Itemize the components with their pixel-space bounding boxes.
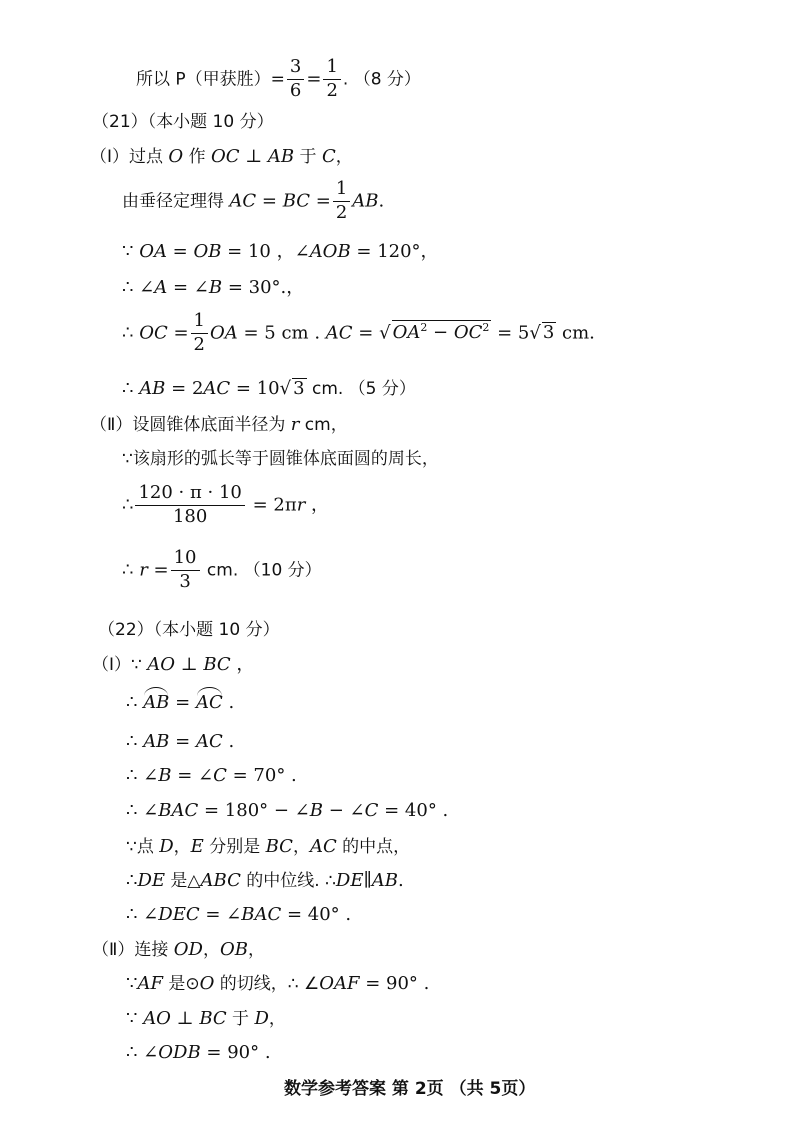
- math: AC = BC =: [229, 190, 331, 212]
- text: （Ⅰ）∵: [92, 655, 148, 675]
- math: A: [154, 277, 168, 298]
- denominator: 2: [326, 79, 338, 101]
- text: = 180° − ∠: [198, 800, 310, 821]
- math: BAC: [158, 800, 199, 821]
- text: ∵: [122, 241, 140, 262]
- math: ABC: [200, 870, 241, 891]
- text: ，: [268, 1009, 286, 1029]
- math: OAF: [319, 973, 360, 994]
- text: = 2π: [246, 494, 297, 516]
- score-note: . （8 分）: [342, 69, 421, 90]
- math: C: [364, 800, 379, 821]
- arc: AC: [195, 692, 223, 713]
- denominator: 3: [179, 570, 191, 592]
- text: ∴ ∠: [126, 1042, 159, 1063]
- math: OA: [392, 322, 421, 344]
- text: （Ⅱ）连接: [92, 940, 174, 960]
- text: ，: [230, 654, 255, 675]
- line-22-1-ao-bc: [92, 656, 254, 674]
- text: ，: [292, 837, 310, 857]
- line-angle-bac: [126, 802, 448, 820]
- math: BC: [265, 836, 293, 857]
- text: 所以 P（甲获胜）=: [136, 69, 285, 90]
- exponent: 2: [420, 321, 428, 335]
- text: ∴: [122, 559, 140, 581]
- equals: =: [306, 68, 322, 90]
- math: AOB: [309, 241, 351, 262]
- text: ∵: [126, 1008, 144, 1029]
- exponent: 2: [482, 321, 490, 335]
- line-tangent: [126, 975, 429, 993]
- text: = 90° .: [200, 1042, 271, 1063]
- text: =: [147, 559, 169, 581]
- text: ，: [173, 837, 191, 857]
- fraction: [135, 484, 244, 527]
- text: 于: [226, 1009, 255, 1029]
- math: AC: [203, 378, 231, 399]
- text: ∴: [122, 378, 140, 399]
- math: OC: [453, 322, 483, 344]
- math: OB: [219, 939, 248, 960]
- text: （Ⅱ）设圆锥体底面半径为: [90, 415, 291, 435]
- text: ，: [202, 940, 220, 960]
- math: OA = OB: [139, 241, 222, 262]
- text: ，: [247, 940, 265, 960]
- text: = 10: [230, 378, 280, 399]
- text: 于: [294, 147, 322, 167]
- math: r: [290, 414, 300, 435]
- line-ab-result: ∴ AB = 2AC = 10√ 3 cm. （5 分）: [122, 378, 416, 399]
- text: ∴ ∠: [126, 765, 159, 786]
- text: ，: [305, 494, 330, 516]
- text: .: [222, 692, 235, 713]
- line-22-2-connect: [92, 941, 265, 959]
- text: = 120°，: [350, 241, 439, 262]
- page-footer: 数学参考答案 第 2页 （共 5页）: [284, 1079, 536, 1099]
- line-21-1-construction: [90, 148, 353, 166]
- math: AB: [143, 731, 170, 752]
- sqrt-radicand: [392, 320, 492, 342]
- line-angles-b-c: [126, 767, 297, 785]
- text: = ∠: [167, 277, 209, 298]
- math: AC: [325, 322, 353, 344]
- text: .: [222, 731, 235, 752]
- text: 由垂径定理得: [122, 191, 230, 212]
- math: D: [254, 1008, 269, 1029]
- line-arc-equation: [122, 484, 329, 527]
- text: =: [169, 692, 196, 713]
- sqrt-radicand: 3: [293, 378, 305, 399]
- text: ∴: [126, 692, 144, 713]
- fraction: [333, 180, 350, 223]
- math: B: [158, 765, 172, 786]
- text: 的切线，∴ ∠: [214, 974, 320, 994]
- denominator: 180: [172, 505, 208, 527]
- line-angle-dec: [126, 906, 351, 924]
- math: DE: [137, 870, 166, 891]
- math: D: [159, 836, 174, 857]
- text: = 30°.，: [222, 277, 305, 298]
- text: ∴ ∠: [122, 277, 155, 298]
- text: ∴ ∠: [126, 904, 159, 925]
- text: = ∠: [199, 904, 242, 925]
- math: E: [190, 836, 204, 857]
- math: OA: [209, 322, 238, 344]
- text: = 40° .: [378, 800, 449, 821]
- math: AC: [309, 836, 337, 857]
- line-midpoints: [126, 838, 410, 856]
- text: 的中点，: [336, 837, 411, 857]
- arc: AB: [143, 692, 170, 713]
- math: OD: [173, 939, 203, 960]
- line-angle-odb: [126, 1044, 271, 1062]
- math: DE∥AB: [335, 870, 399, 891]
- text: = 90° .: [359, 973, 430, 994]
- text: ∴: [122, 494, 134, 516]
- math: AB: [352, 190, 379, 212]
- text: 作: [183, 147, 211, 167]
- text: =: [169, 731, 196, 752]
- math: DEC: [158, 904, 200, 925]
- text: .: [398, 870, 404, 891]
- math: ODB: [158, 1042, 201, 1063]
- denominator: 6: [289, 79, 302, 101]
- line-probability: [136, 58, 421, 101]
- math: OC ⊥ AB: [211, 146, 295, 167]
- text: −: [427, 322, 454, 344]
- text: 分别是: [203, 837, 266, 857]
- score-note: cm. （5 分）: [306, 379, 416, 399]
- line-r-result: [122, 549, 322, 592]
- numerator: 120 · π · 10: [135, 484, 244, 506]
- text: .: [378, 190, 385, 212]
- math: BAC: [241, 904, 282, 925]
- math: B: [309, 800, 323, 821]
- text: = 2: [165, 378, 204, 399]
- text: ∵: [126, 973, 138, 994]
- text: = 40° .: [281, 904, 352, 925]
- text: = 10 ，∠: [221, 241, 310, 262]
- text: = 5: [491, 322, 530, 344]
- text: ∴: [126, 731, 144, 752]
- denominator: 2: [335, 201, 348, 223]
- fraction: [287, 58, 304, 101]
- line-midline: [126, 872, 404, 890]
- math: OC: [139, 322, 168, 344]
- numerator: 1: [323, 58, 340, 80]
- math: AC: [195, 731, 223, 752]
- text: cm，: [299, 415, 348, 435]
- math: C: [321, 146, 336, 167]
- math: r: [139, 559, 148, 581]
- fraction: [323, 58, 340, 101]
- math: AO ⊥ BC: [143, 1008, 227, 1029]
- math: C: [213, 765, 227, 786]
- problem-21-heading: （21）（本小题 10 分）: [92, 112, 274, 132]
- math: AB: [139, 378, 166, 399]
- text: ∴ ∠: [126, 800, 159, 821]
- line-chords-equal: [126, 733, 234, 751]
- line-arc-length: ∵该扇形的弧长等于圆锥体底面圆的周长，: [122, 449, 439, 469]
- text: 的中位线. ∴: [240, 871, 336, 891]
- text: ∵点: [126, 837, 160, 857]
- sqrt-radicand: 3: [542, 322, 555, 344]
- numerator: 1: [333, 180, 350, 202]
- text: =: [352, 322, 380, 344]
- text: 是△: [165, 871, 201, 891]
- numerator: 3: [287, 58, 304, 80]
- text: （Ⅰ）过点: [90, 147, 169, 167]
- line-oc-ac: ∴ OC = $\frac{1}{2}$ OA = 5 cm . AC = √ $OA^2 - OC^2 = 5√$ 3 cm.: [122, 310, 595, 355]
- math: O: [168, 146, 184, 167]
- line-angle-a-b: [122, 279, 304, 297]
- math: B: [208, 277, 223, 298]
- math: AF: [137, 973, 163, 994]
- text: ∴: [122, 322, 140, 344]
- text: 是⊙: [162, 974, 200, 994]
- numerator: 10: [171, 549, 200, 571]
- fraction: [191, 312, 208, 355]
- math: r: [296, 494, 306, 516]
- text: = 5 cm .: [237, 322, 326, 344]
- line-21-2-radius: [90, 416, 348, 434]
- line-ao-bc-d: [126, 1010, 286, 1028]
- text: =: [167, 322, 189, 344]
- score-note: cm. （10 分）: [201, 560, 322, 581]
- text: ∴: [126, 870, 138, 891]
- text: ，: [335, 147, 353, 167]
- text: = 70° .: [226, 765, 297, 786]
- text: = ∠: [171, 765, 214, 786]
- numerator: 1: [191, 312, 208, 334]
- line-oa-ob: [122, 243, 439, 261]
- denominator: 2: [193, 333, 205, 355]
- text: cm.: [556, 322, 595, 344]
- math: AO ⊥ BC: [147, 654, 231, 675]
- text: − ∠: [323, 800, 365, 821]
- math: O: [199, 973, 215, 994]
- line-arcs-equal: [126, 694, 234, 712]
- problem-22-heading: （22）（本小题 10 分）: [98, 620, 280, 640]
- line-chord-theorem: [122, 180, 384, 223]
- fraction: [171, 549, 200, 592]
